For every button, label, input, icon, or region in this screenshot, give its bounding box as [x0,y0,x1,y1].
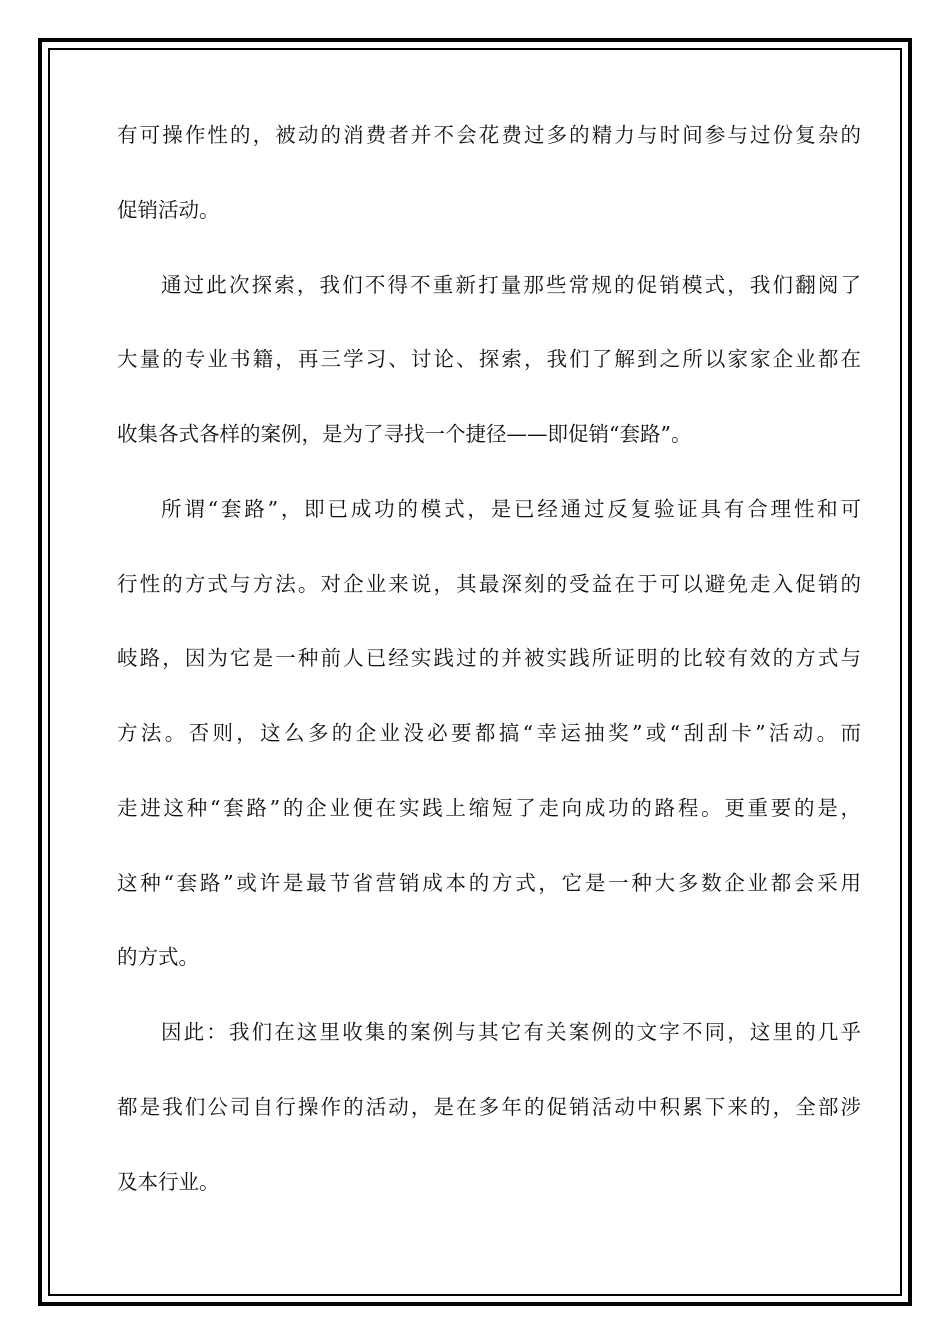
text-line: 通过此次探索，我们不得不重新打量那些常规的促销模式，我们翻阅了 [161,273,861,297]
text-line: 所谓“套路”，即已成功的模式，是已经通过反复验证具有合理性和可 [161,497,861,521]
text-line: 因此：我们在这里收集的案例与其它有关案例的文字不同，这里的几乎 [161,1020,861,1044]
text-line: 的方式。 [117,945,199,969]
text-line: 大量的专业书籍，再三学习、讨论、探索，我们了解到之所以家家企业都在 [117,347,861,371]
text-line: 促销活动。 [117,198,220,222]
text-line: 岐路，因为它是一种前人已经实践过的并被实践所证明的比较有效的方式与 [117,646,861,670]
text-line: 收集各式各样的案例，是为了寻找一个捷径——即促销“套路”。 [117,422,692,446]
text-line: 有可操作性的，被动的消费者并不会花费过多的精力与时间参与过份复杂的 [117,123,861,147]
text-line: 方法。否则，这么多的企业没必要都搞“幸运抽奖”或“刮刮卡”活动。而 [117,721,861,745]
text-line: 行性的方式与方法。对企业来说，其最深刻的受益在于可以避免走入促销的 [117,572,861,596]
text-line: 及本行业。 [117,1170,220,1194]
text-line: 都是我们公司自行操作的活动，是在多年的促销活动中积累下来的，全部涉 [117,1095,861,1119]
text-line: 这种“套路”或许是最节省营销成本的方式，它是一种大多数企业都会采用 [117,871,861,895]
text-line: 走进这种“套路”的企业便在实践上缩短了走向成功的路程。更重要的是， [117,796,861,820]
